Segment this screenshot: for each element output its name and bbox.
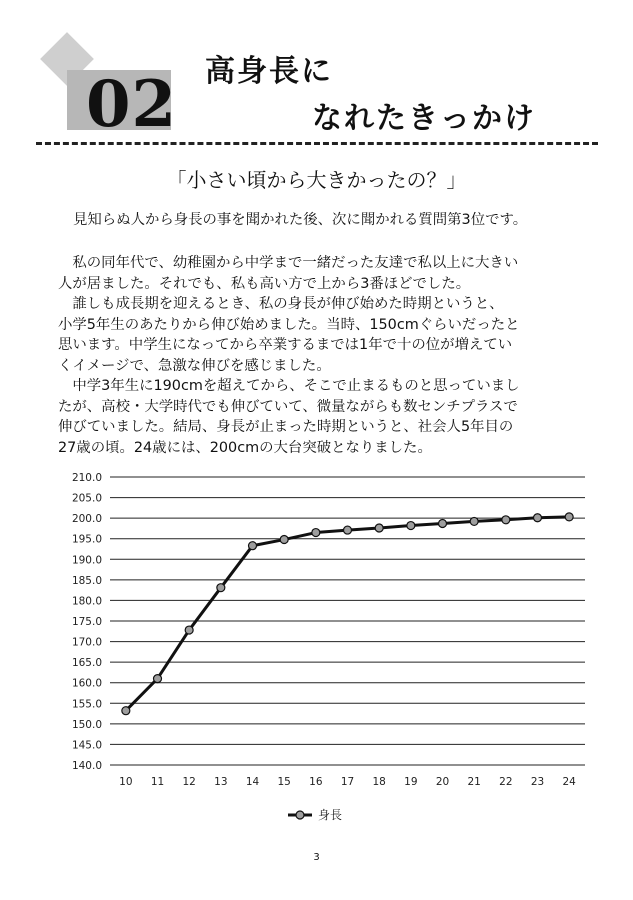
chart-y-tick-labels	[72, 472, 102, 772]
x-tick-label: 12	[182, 776, 196, 788]
data-point	[502, 516, 510, 524]
paragraph-3: 中学3年生に190cmを超えてから、そこで止まるものと思っていまし たが、高校・大学時代でも伸びていて、微量ながらも数センチプラスで 伸びていました。結局、身長が止まった時期というと、社会人5年目の 27歳の頃。24歳には、200cmの大台突破となりました。	[58, 378, 520, 456]
y-tick-label: 190.0	[71, 554, 102, 567]
y-tick-label: 165.0	[71, 657, 102, 670]
x-tick-label: 17	[340, 776, 355, 788]
chapter-title-line2: なれたきっかけ	[312, 101, 536, 136]
data-point	[407, 522, 415, 530]
data-point	[249, 542, 257, 550]
chapter-number: 02	[86, 67, 178, 142]
paragraph-2: 誰しも成長期を迎えるとき、私の身長が伸び始めた時期というと、 小学5年生のあたりから伸び始めました。当時、150cmぐらいだったと 思います。中学生になってから卒業するまでは1年で十の位が増えてい くイメージで、急激な伸びを感じました。	[58, 296, 520, 374]
data-point	[122, 707, 130, 715]
y-tick-label: 210.0	[71, 472, 102, 484]
x-tick-label: 19	[404, 776, 418, 788]
y-tick-label: 150.0	[71, 718, 102, 731]
chart-legend	[288, 808, 342, 822]
y-tick-label: 185.0	[71, 574, 102, 587]
y-tick-label: 145.0	[71, 739, 102, 752]
x-tick-label: 18	[372, 776, 386, 788]
x-tick-label: 23	[530, 776, 545, 788]
data-point	[312, 529, 320, 537]
section-subtitle: 「小さい頃から大きかったの？」	[166, 168, 467, 192]
data-point	[565, 513, 573, 521]
x-tick-label: 20	[435, 776, 450, 788]
legend-marker-swatch	[296, 811, 304, 819]
x-tick-label: 16	[309, 776, 323, 788]
series-markers	[122, 513, 573, 715]
y-tick-label: 205.0	[71, 492, 102, 505]
data-point	[439, 519, 447, 527]
y-tick-label: 175.0	[71, 616, 102, 628]
x-tick-label: 21	[467, 776, 481, 788]
lead-sentence: 見知らぬ人から身長の事を聞かれた後、次に聞かれる質問第3位です。	[73, 212, 528, 228]
y-tick-label: 200.0	[71, 513, 102, 526]
x-tick-label: 22	[499, 776, 513, 788]
series-line-height	[126, 517, 569, 711]
x-tick-label: 10	[119, 776, 133, 788]
y-tick-label: 170.0	[71, 636, 102, 649]
legend-label: 身長	[318, 808, 343, 822]
paragraph-1: 私の同年代で、幼稚園から中学まで一緒だった友達で私以上に大きい 人が居ました。それでも、私も高い方で上から3番ほどでした。	[58, 255, 519, 292]
data-point	[534, 514, 542, 522]
data-point	[280, 536, 288, 544]
y-tick-label: 155.0	[71, 698, 102, 711]
y-tick-label: 180.0	[71, 595, 102, 608]
x-tick-label: 24	[562, 776, 576, 788]
y-tick-label: 195.0	[71, 533, 102, 546]
y-tick-label: 140.0	[71, 760, 102, 772]
chapter-title-line1: 高身長に	[205, 54, 333, 89]
x-tick-label: 14	[245, 776, 260, 788]
data-point	[344, 526, 352, 534]
x-tick-label: 13	[214, 776, 228, 788]
y-tick-label: 160.0	[71, 677, 102, 690]
data-point	[185, 626, 193, 634]
x-tick-label: 15	[277, 776, 291, 788]
height-line-chart	[40, 462, 600, 837]
data-point	[470, 517, 478, 525]
chart-x-tick-labels	[119, 776, 576, 788]
data-point	[375, 524, 383, 532]
data-point	[154, 675, 162, 683]
header-divider	[36, 142, 598, 145]
x-tick-label: 11	[150, 776, 165, 788]
data-point	[217, 584, 225, 592]
page-number: 3	[313, 852, 320, 863]
